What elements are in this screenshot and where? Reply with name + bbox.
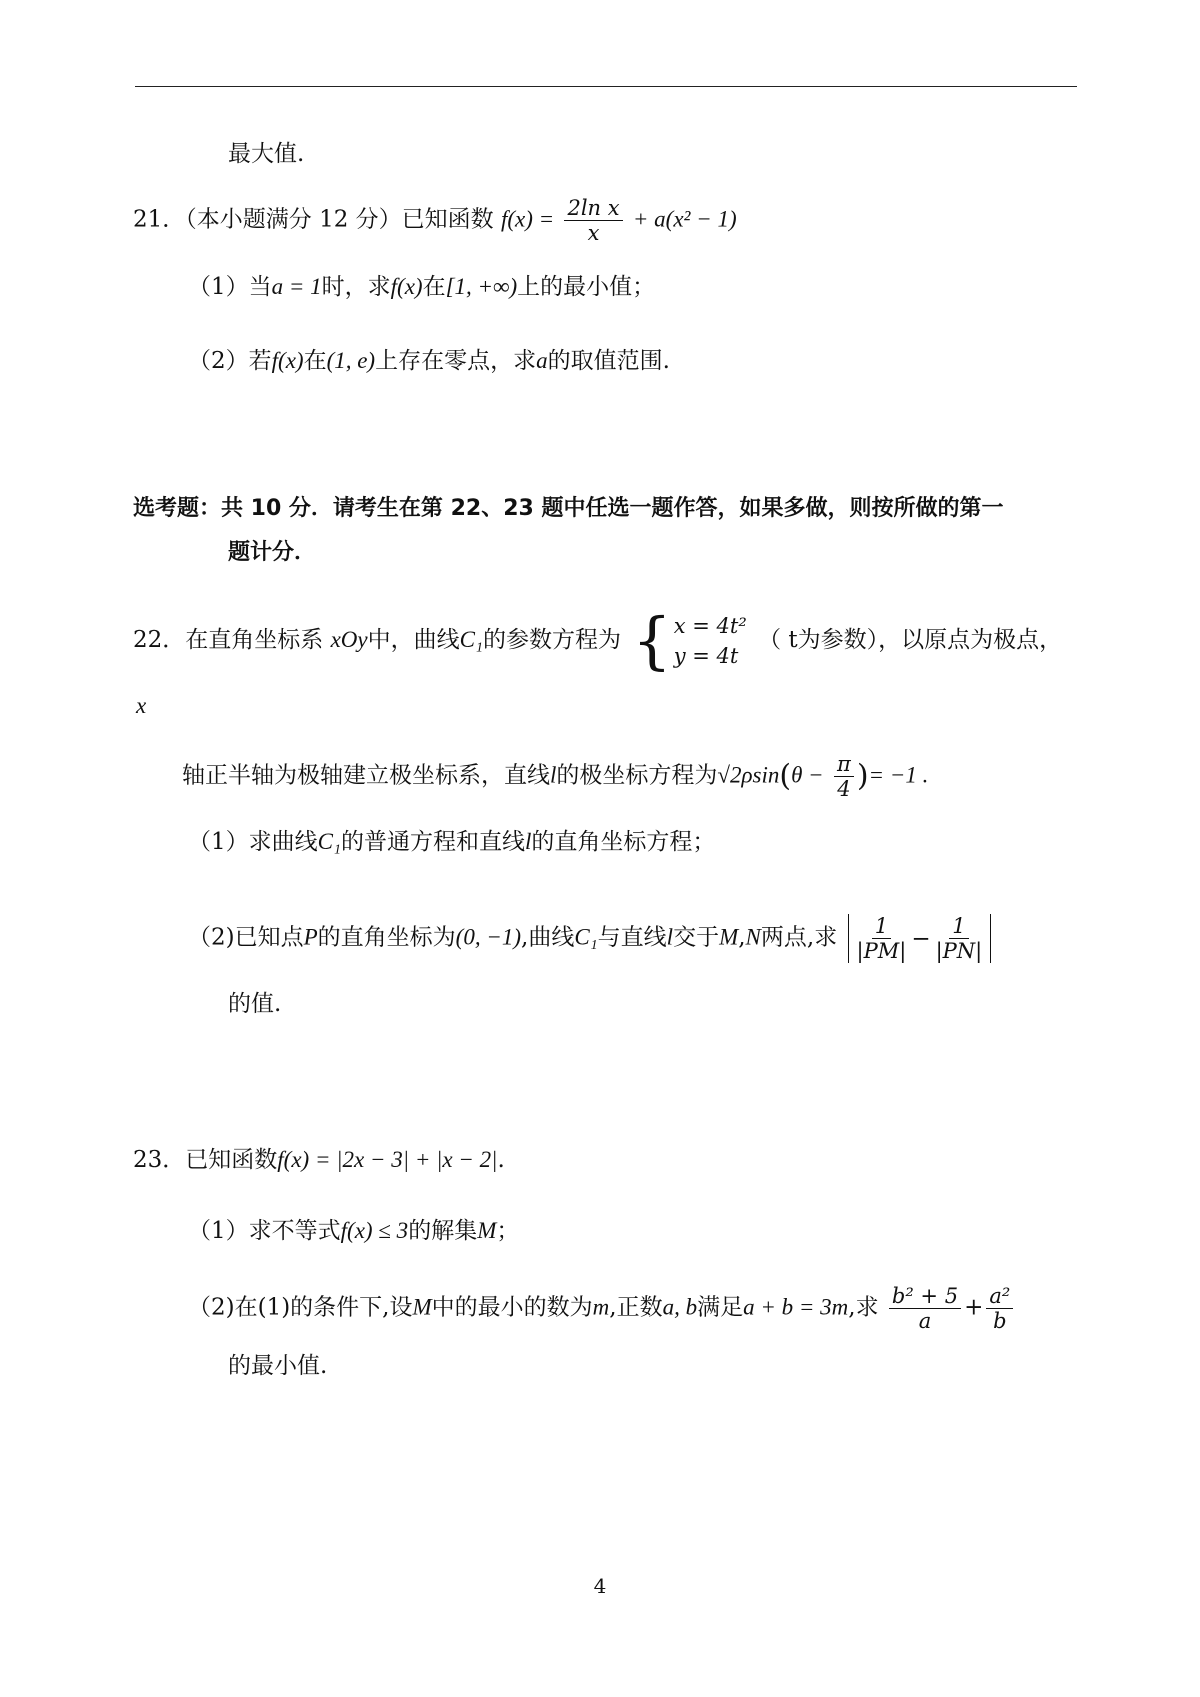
q22-p2-mid2: ,曲线: [521, 924, 575, 951]
q23-d1: a: [918, 1309, 932, 1333]
q22-frac-pm: [854, 914, 910, 963]
q22-mid1: 中，曲线: [367, 627, 460, 653]
q23-d2: b: [993, 1309, 1007, 1333]
q22-polar-eq: √2ρsin: [717, 762, 780, 788]
q23-p2-mvar: m: [592, 1294, 610, 1320]
q22-p1-c1: C₁: [317, 829, 341, 854]
q22-p1-mid: 的普通方程和直线: [340, 829, 525, 855]
q21-part2: [188, 345, 670, 377]
q22-p2-l: l: [666, 924, 674, 950]
q22-pi-fraction: [834, 752, 854, 801]
q23-p2-mid2: ,正数: [609, 1294, 663, 1321]
q20-tail-text: 最大值.: [228, 141, 305, 167]
left-brace-icon: {: [632, 604, 672, 677]
q21-p1-interval: [1, +∞): [445, 274, 518, 299]
q22-p1-l: l: [524, 829, 532, 854]
q21-p1-fx: f(x): [390, 274, 423, 299]
q23-stem: [133, 1144, 505, 1176]
q22-c1: C₁: [459, 627, 483, 652]
q23-fx: f(x) = |2x − 3| + |x − 2|: [277, 1147, 498, 1172]
q22-x-label-text: x: [136, 693, 147, 718]
q22-minus: −: [911, 925, 931, 952]
q22-p2-coord: (0, −1): [455, 924, 522, 950]
q22-p2-p: P: [303, 924, 318, 950]
q22-p2-c1: C₁: [574, 924, 598, 950]
left-paren-icon: (: [779, 758, 792, 794]
q22-param-note: （ t为参数），以原点为极点，: [758, 627, 1063, 653]
q22-polar-line: [182, 752, 928, 801]
q23-plus: +: [964, 1294, 984, 1321]
q21-p1-mid: 时，求: [321, 274, 391, 300]
q23-p1-pre: （1）求不等式: [188, 1218, 341, 1244]
q23-part1: [188, 1215, 519, 1247]
optional-heading-text1: 选考题：共 10 分．请考生在第 22、23 题中任选一题作答，如果多做，则按所做的第一: [133, 496, 1004, 521]
q22-stem: [133, 604, 1063, 677]
q22-p2-mid4: 交于: [673, 924, 720, 951]
q21-stem: [133, 196, 737, 245]
q22-p1-pre: （1）求曲线: [188, 829, 318, 855]
q22-pm: |PM|: [856, 939, 907, 963]
q21-p2-fx: f(x): [271, 348, 304, 373]
q21-p1-post: 上的最小值；: [517, 274, 656, 300]
q21-p1-in: 在: [422, 274, 446, 300]
q23-frac2: [986, 1284, 1013, 1333]
q22-p2-mid3: 与直线: [597, 924, 667, 951]
q22-l: l: [550, 762, 557, 788]
q21-p2-in: 在: [303, 348, 327, 374]
q22-tail-text: 的值.: [228, 991, 282, 1017]
q21-p2-mid: 上存在零点，求: [375, 348, 537, 374]
q21-num: 2ln x: [564, 196, 622, 221]
q22-eq2: y = 4t: [673, 644, 739, 668]
q22-p2-mid5: 两点,求: [760, 924, 838, 951]
q22-line2-mid: 的极坐标方程为: [556, 762, 718, 789]
q23-period: .: [497, 1147, 505, 1173]
q22-pn: |PN|: [935, 939, 983, 963]
q21-p2-pre: （2）若: [188, 348, 272, 374]
q22-p2-m: M: [719, 924, 739, 950]
q21-p2-interval: (1, e): [326, 348, 376, 373]
q21-tail: + a(x² − 1): [632, 206, 737, 232]
q21-fraction: [564, 196, 622, 245]
q22-param-system: [632, 604, 747, 677]
q22-p2-comma: ,: [738, 924, 746, 951]
q23-n2: a²: [986, 1284, 1013, 1309]
q22-x-label: [136, 690, 146, 722]
q22-p2-pre: （2)已知点: [188, 924, 304, 951]
q22-four: 4: [837, 777, 851, 801]
q22-mid2: 的参数方程为: [482, 627, 621, 653]
q22-p2-n: N: [745, 924, 761, 950]
q22-tail: [228, 988, 281, 1020]
q22-part2: [188, 914, 994, 963]
q23-tail-text: 的最小值.: [228, 1353, 328, 1379]
q23-n1: b² + 5: [889, 1284, 961, 1309]
q23-p1-ineq: f(x) ≤ 3: [340, 1218, 409, 1243]
q22-p2-mid1: 的直角坐标为: [317, 924, 456, 951]
q22-line2-pre: 轴正半轴为极轴建立极坐标系，直线: [182, 762, 550, 789]
q23-p2-mid4: ,求: [848, 1294, 879, 1321]
q22-param-rows: [674, 611, 747, 671]
q22-abs-expression: [848, 914, 992, 963]
q22-rhs: = −1 .: [868, 762, 929, 788]
q21-part1: [188, 271, 655, 303]
q20-tail: [228, 138, 304, 170]
q21-p1-cond: a = 1: [271, 274, 322, 299]
q22-p1-post: 的直角坐标方程；: [531, 829, 716, 855]
q23-p2-mid3: 满足: [697, 1294, 744, 1321]
q23-p2-m: M: [412, 1294, 432, 1320]
q21-p2-post: 的取值范围.: [547, 348, 670, 374]
q23-lead: 23．已知函数: [133, 1147, 278, 1173]
q23-part2: [188, 1284, 1016, 1333]
q22-theta: θ −: [791, 762, 824, 788]
q23-p2-ab: a, b: [662, 1294, 698, 1320]
q22-eq1: x = 4t²: [673, 614, 747, 638]
header-rule: [135, 86, 1077, 87]
q21-lead: 21．（本小题满分 12 分）已知函数: [133, 206, 494, 233]
right-paren-icon: ): [856, 758, 869, 794]
q23-p1-mid: 的解集: [408, 1218, 478, 1244]
q23-p2-pre: （2)在(1)的条件下,设: [188, 1294, 413, 1321]
q21-fx: f(x) =: [500, 206, 555, 232]
q21-den: x: [587, 221, 600, 245]
q22-one2: 1: [949, 914, 968, 939]
q23-frac1: [889, 1284, 961, 1333]
q23-tail: [228, 1350, 327, 1382]
optional-heading-line1: [133, 493, 1004, 525]
q22-frac-pn: [933, 914, 986, 963]
optional-heading-text2: 题计分．: [228, 540, 317, 565]
q23-p1-m: M: [477, 1218, 497, 1243]
q23-p1-post: ；: [496, 1218, 520, 1244]
q21-p2-a: a: [536, 348, 548, 373]
q21-p1-pre: （1）当: [188, 274, 272, 300]
page-number: 4: [593, 1574, 607, 1598]
q22-pi: π: [834, 752, 854, 777]
q22-xoy: xOy: [330, 627, 368, 652]
optional-heading-line2: [228, 537, 316, 569]
q23-p2-mid1: 中的最小的数为: [431, 1294, 593, 1321]
q23-p2-eq: a + b = 3m: [743, 1294, 849, 1320]
q22-one1: 1: [872, 914, 891, 939]
q22-part1: [188, 826, 715, 858]
q22-lead: 22．在直角坐标系: [133, 627, 324, 653]
